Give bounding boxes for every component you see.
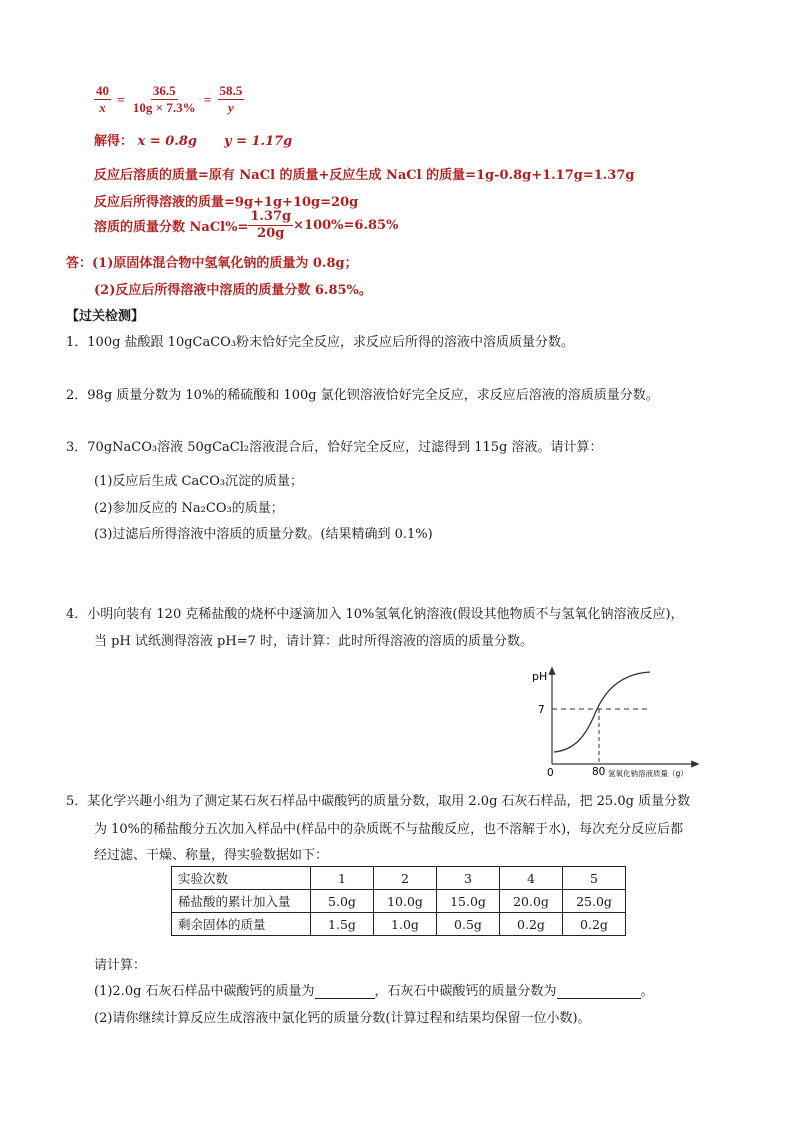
question-3-part-1: (1)反应后生成 CaCO₃沉淀的质量； bbox=[94, 474, 304, 489]
ph-curve-chart bbox=[528, 662, 708, 782]
equals-sign: = bbox=[203, 91, 212, 107]
x-origin-label: 0 bbox=[547, 767, 554, 779]
solve-label: 解得： bbox=[94, 134, 134, 149]
table-cell: 3 bbox=[437, 867, 500, 890]
solute-mass-line: 反应后溶质的质量=原有 NaCl 的质量+反应生成 NaCl 的质量=1g-0.8g+1.17g=1.37g bbox=[94, 168, 635, 183]
y-tick-7: 7 bbox=[538, 704, 545, 716]
answer-blank-fraction[interactable] bbox=[557, 983, 641, 999]
experiment-data-table bbox=[171, 866, 626, 936]
question-5-line-3: 经过滤、干燥、称量，得实验数据如下： bbox=[94, 848, 329, 863]
table-cell: 5 bbox=[563, 867, 626, 890]
table-cell: 实验次数 bbox=[172, 867, 311, 890]
table-cell: 5.0g bbox=[311, 890, 374, 913]
question-4-line-1: 4．小明向装有 120 克稀盐酸的烧杯中逐滴加入 10%氢氧化钠溶液(假设其他物质不与氢氧化钠溶液反应)， bbox=[66, 607, 684, 622]
answer-blank-mass[interactable] bbox=[315, 983, 375, 999]
x-tick-80: 80 bbox=[592, 766, 606, 778]
answer-1: (1)原固体混合物中氢氧化钠的质量为 0.8g； bbox=[92, 256, 358, 271]
table-row bbox=[172, 913, 626, 936]
part-1-text-a: (1)2.0g 石灰石样品中碳酸钙的质量为 bbox=[94, 984, 315, 999]
fraction-40-x bbox=[94, 83, 111, 116]
table-cell: 25.0g bbox=[563, 890, 626, 913]
question-5-part-1 bbox=[94, 980, 654, 999]
part-1-text-b: ，石灰石中碳酸钙的质量分数为 bbox=[374, 984, 557, 999]
table-cell: 4 bbox=[500, 867, 563, 890]
table-cell: 1.5g bbox=[311, 913, 374, 936]
table-cell: 15.0g bbox=[437, 890, 500, 913]
x-axis-label: 氢氧化钠溶液质量（g） bbox=[608, 769, 688, 778]
solve-line bbox=[94, 130, 292, 149]
solution-mass-line: 反应后所得溶液的质量=9g+1g+10g=20g bbox=[94, 195, 359, 210]
denominator: 20g bbox=[257, 226, 285, 241]
answer-label: 答： bbox=[66, 256, 93, 271]
solve-y: y = 1.17g bbox=[224, 134, 293, 149]
fraction-suffix: ×100%=6.85% bbox=[293, 218, 399, 233]
ph-curve bbox=[554, 672, 650, 752]
numerator: 58.5 bbox=[219, 83, 243, 98]
table-cell: 0.2g bbox=[563, 913, 626, 936]
answer-line-1 bbox=[66, 252, 358, 271]
answer-2: (2)反应后所得溶液中溶质的质量分数 6.85%。 bbox=[94, 283, 372, 298]
question-3: 3．70gNaCO₃溶液 50gCaCl₂溶液混合后，恰好完全反应，过滤得到 115g 溶液。请计算： bbox=[66, 440, 603, 455]
fraction-36-5 bbox=[131, 83, 198, 116]
proportion-equation bbox=[94, 83, 244, 116]
question-3-part-2: (2)参加反应的 Na₂CO₃的质量； bbox=[94, 501, 284, 516]
fraction-58-5-y bbox=[218, 83, 245, 116]
denominator: 10g × 7.3% bbox=[132, 100, 196, 115]
table-cell: 稀盐酸的累计加入量 bbox=[172, 890, 311, 913]
numerator: 36.5 bbox=[152, 83, 176, 98]
fraction-prefix: 溶质的质量分数 NaCl%= bbox=[94, 220, 249, 235]
numerator: 1.37g bbox=[250, 209, 292, 224]
question-5-line-1: 5．某化学兴趣小组为了测定某石灰石样品中碳酸钙的质量分数，取用 2.0g 石灰石样品，把 25.0g 质量分数 bbox=[66, 794, 691, 809]
equals-sign: = bbox=[117, 91, 125, 107]
denominator: x bbox=[99, 100, 106, 115]
denominator: y bbox=[228, 100, 234, 115]
table-cell: 0.5g bbox=[437, 913, 500, 936]
table-cell: 20.0g bbox=[500, 890, 563, 913]
question-5-part-2: (2)请你继续计算反应生成溶液中氯化钙的质量分数(计算过程和结果均保留一位小数)。 bbox=[94, 1011, 591, 1026]
numerator: 40 bbox=[96, 83, 109, 98]
section-title: 【过关检测】 bbox=[66, 309, 145, 324]
mass-fraction bbox=[248, 209, 293, 242]
question-3-part-3: (3)过滤后所得溶液中溶质的质量分数。(结果精确到 0.1%) bbox=[94, 527, 433, 542]
table-row bbox=[172, 890, 626, 913]
part-1-text-c: 。 bbox=[640, 984, 654, 999]
table-header-row bbox=[172, 867, 626, 890]
question-1: 1．100g 盐酸跟 10gCaCO₃粉末恰好完全反应，求反应后所得的溶液中溶质质量分数。 bbox=[66, 335, 575, 350]
table-cell: 剩余固体的质量 bbox=[172, 913, 311, 936]
table-cell: 2 bbox=[374, 867, 437, 890]
y-axis-label: pH bbox=[532, 670, 548, 683]
question-2: 2．98g 质量分数为 10%的稀硫酸和 100g 氯化钡溶液恰好完全反应，求反应后溶液的溶质质量分数。 bbox=[66, 388, 659, 403]
table-cell: 10.0g bbox=[374, 890, 437, 913]
table-cell: 0.2g bbox=[500, 913, 563, 936]
question-5-calc-label: 请计算： bbox=[94, 958, 147, 973]
solve-x: x = 0.8g bbox=[137, 134, 197, 149]
table-cell: 1.0g bbox=[374, 913, 437, 936]
question-5-line-2: 为 10%的稀盐酸分五次加入样品中(样品中的杂质既不与盐酸反应，也不溶解于水)，每次充分反应后都 bbox=[94, 822, 684, 837]
question-4-line-2: 当 pH 试纸测得溶液 pH=7 时，请计算：此时所得溶液的溶质的质量分数。 bbox=[94, 634, 534, 649]
table-cell: 1 bbox=[311, 867, 374, 890]
mass-fraction-line bbox=[94, 209, 398, 242]
